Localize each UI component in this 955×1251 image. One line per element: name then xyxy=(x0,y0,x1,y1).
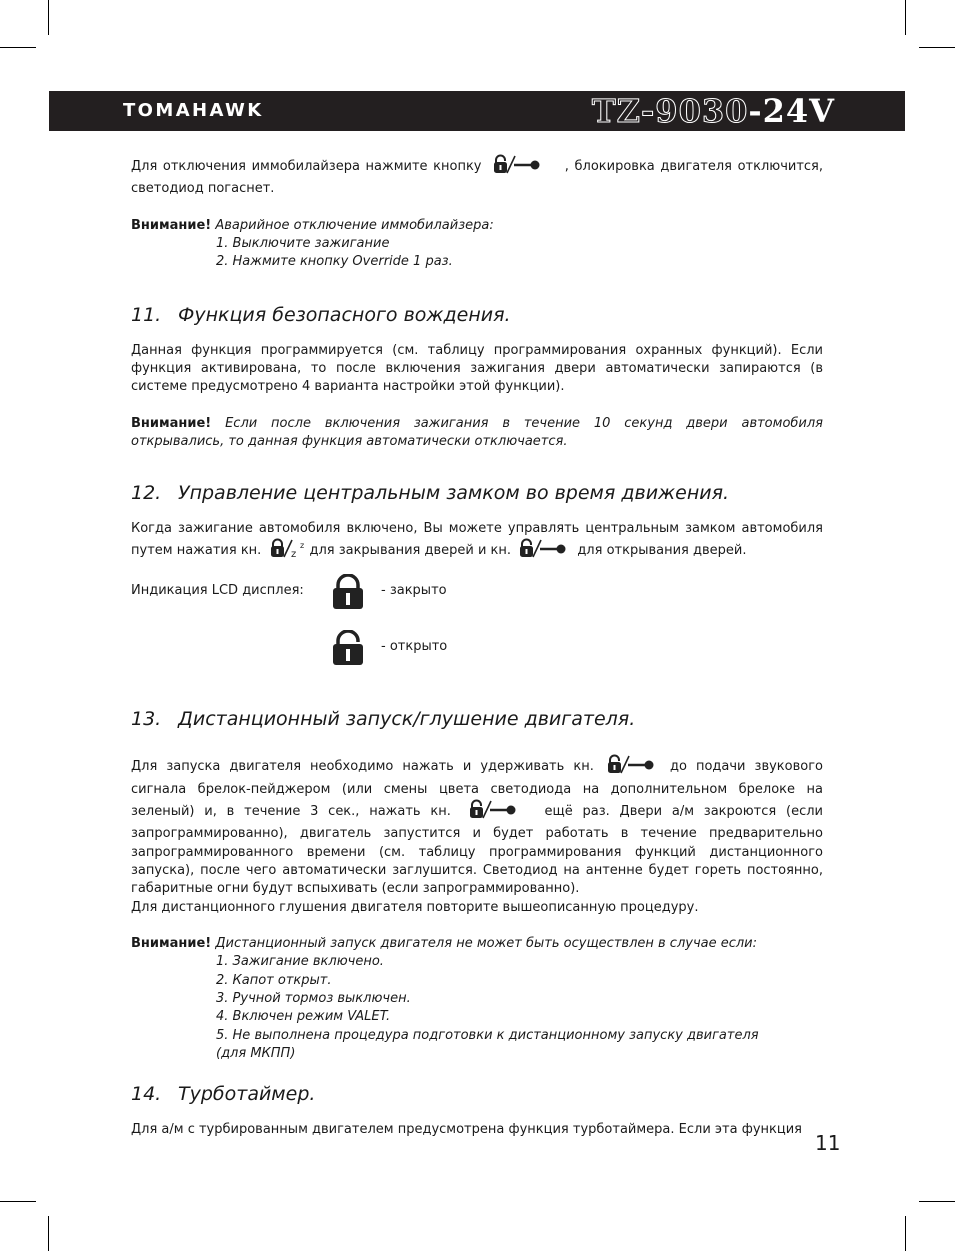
list-item: 1. Выключите зажигание xyxy=(216,236,390,252)
crop-mark xyxy=(919,47,955,48)
lcd-label: Индикация LCD дисплея: xyxy=(131,583,304,599)
section-11-text: Данная функция программируется (см. таблицу программирования охранных функций). Если функция активирована, то после включения зажигания двери автоматически запираются (в системе предусмотрено 4 варианта настройки этой функции). xyxy=(131,342,823,395)
unlock-key-icon xyxy=(607,754,655,780)
list-item: 4. Включен режим VALET. xyxy=(216,1009,391,1025)
section-12-heading: 12. Управление центральным замком во время движения. xyxy=(131,481,730,504)
brand-logo: TOMAHAWK xyxy=(123,100,264,121)
crop-mark xyxy=(48,1216,49,1251)
section-13-heading: 13. Дистанционный запуск/глушение двигателя. xyxy=(131,708,636,731)
lcd-lock-closed-icon xyxy=(331,574,365,616)
crop-mark xyxy=(905,1216,906,1251)
list-item: 3. Ручной тормоз выключен. xyxy=(216,991,411,1007)
section-13-text: Для запуска двигателя необходимо нажать и удерживать кн. до подачи звукового сигнала брелок-пейджером (или смены цвета светодиода на дополнительном брелоке на зеленый) и, в течение 3 сек., нажать кн. ещё раз. Двери а/м закроются (если запрограммированно), двигатель запустится и будет работать в течение предварительно запрограммированного времени (см. таблицу программирования функций дистанционного запуска), после чего автоматически заглушится. Светодиод на антенне будет гореть постоянно, габаритные огни будут вспыхивать (если запрограммированно). xyxy=(131,754,823,898)
unlock-key-icon xyxy=(469,799,517,825)
section-13-stop-text: Для дистанционного глушения двигателя повторите вышеописанную процедуру. xyxy=(131,899,699,915)
warning-immobilizer: Внимание! Аварийное отключение иммобилайзера: xyxy=(131,217,494,233)
section-12-text: Когда зажигание автомобиля включено, Вы можете управлять центральным замком автомобиля путем нажатия кн. z z для закрывания дверей и кн. для открывания дверей. xyxy=(131,520,823,565)
svg-text:z: z xyxy=(291,548,297,558)
lcd-closed-text: - закрыто xyxy=(381,583,447,599)
unlock-key-icon xyxy=(493,154,541,180)
crop-mark xyxy=(905,0,906,35)
list-item: 1. Зажигание включено. xyxy=(216,954,384,970)
svg-text:z: z xyxy=(300,540,305,550)
page-number: 11 xyxy=(815,1131,841,1155)
section-14-heading: 14. Турботаймер. xyxy=(131,1083,316,1106)
section-14-text: Для а/м с турбированным двигателем предусмотрена функция турботаймера. Если эта функция xyxy=(131,1122,802,1138)
lcd-lock-open-icon xyxy=(331,630,365,672)
section-11-warning: Внимание! Если после включения зажигания в течение 10 секунд двери автомобиля открывались, то данная функция автоматически отключается. xyxy=(131,415,823,450)
crop-mark xyxy=(919,1201,955,1202)
model-suffix: -24V xyxy=(748,92,835,130)
crop-mark xyxy=(0,1201,36,1202)
lock-zz-icon xyxy=(269,538,309,564)
unlock-key-icon xyxy=(519,538,567,564)
header-banner xyxy=(49,91,905,131)
intro-paragraph: Для отключения иммобилайзера нажмите кнопку , блокировка двигателя отключится, светодиод погаснет. xyxy=(131,154,823,199)
crop-mark xyxy=(0,47,36,48)
lcd-open-row xyxy=(131,638,823,694)
crop-mark xyxy=(48,0,49,35)
list-item: 2. Капот открыт. xyxy=(216,972,332,988)
lcd-closed-row xyxy=(131,582,823,638)
list-item: (для МКПП) xyxy=(216,1045,296,1061)
lcd-open-text: - открыто xyxy=(381,639,448,655)
list-item: 5. Не выполнена процедура подготовки к дистанционному запуску двигателя xyxy=(216,1027,759,1043)
section-11-heading: 11. Функция безопасного вождения. xyxy=(131,303,511,326)
page-content xyxy=(131,154,823,1140)
section-13-warning: Внимание! Дистанционный запуск двигателя не может быть осуществлен в случае если: xyxy=(131,936,758,952)
model-outline: TZ-9030 xyxy=(591,92,749,130)
model-title xyxy=(592,91,835,131)
list-item: 2. Нажмите кнопку Override 1 раз. xyxy=(216,254,453,270)
